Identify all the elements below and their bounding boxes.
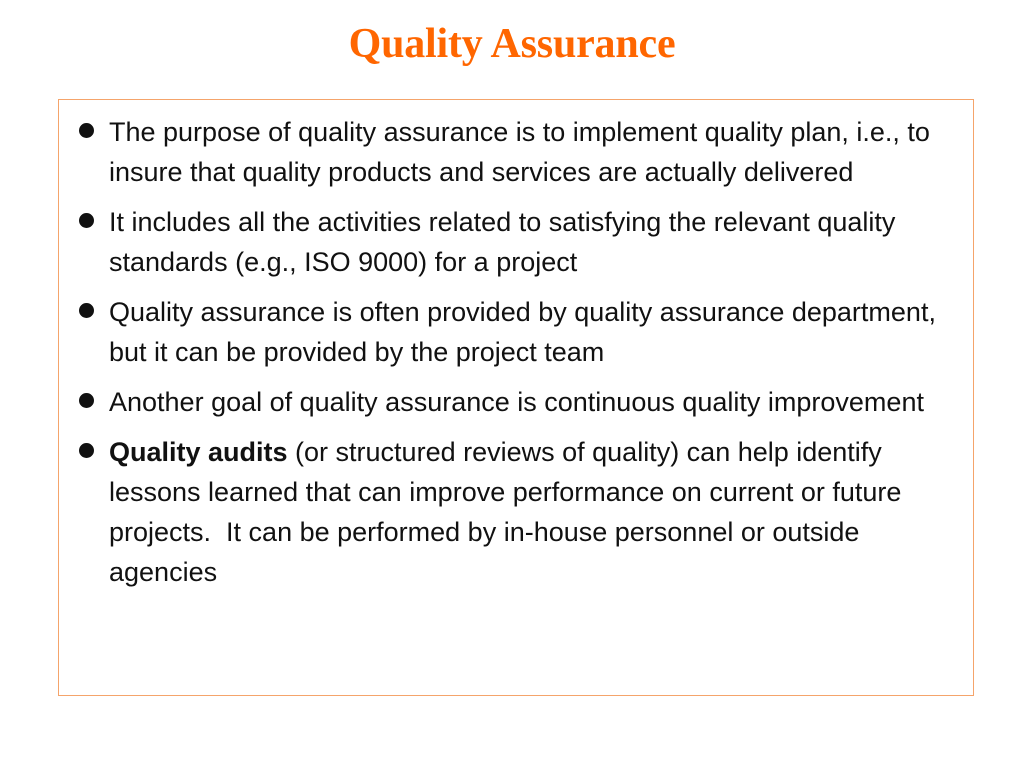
content-box [58, 99, 974, 696]
bullet-bold-term: Quality audits [109, 437, 288, 467]
bullet-icon [79, 303, 94, 318]
bullet-icon [79, 123, 94, 138]
bullet-item [79, 292, 969, 372]
bullet-item [79, 432, 969, 592]
bullet-text: The purpose of quality assurance is to implement quality plan, i.e., to insure that quality products and services are actually delivered [109, 117, 930, 187]
bullet-icon [79, 393, 94, 408]
bullet-icon [79, 213, 94, 228]
bullet-text: Another goal of quality assurance is continuous quality improvement [109, 387, 924, 417]
bullet-item [79, 202, 969, 282]
bullet-item [79, 382, 969, 422]
slide-title: Quality Assurance [348, 21, 676, 67]
bullet-icon [79, 443, 94, 458]
bullet-text: It includes all the activities related to satisfying the relevant quality standards (e.g., ISO 9000) for a project [109, 207, 896, 277]
bullet-text: Quality assurance is often provided by quality assurance department, but it can be provided by the project team [109, 297, 936, 367]
bullet-list [79, 112, 969, 602]
bullet-item [79, 112, 969, 192]
bullet-text: (or structured reviews of quality) can help identify lessons learned that can improve performance on current or future projects. It can be performed by in-house personnel or outside agencies [109, 437, 909, 587]
